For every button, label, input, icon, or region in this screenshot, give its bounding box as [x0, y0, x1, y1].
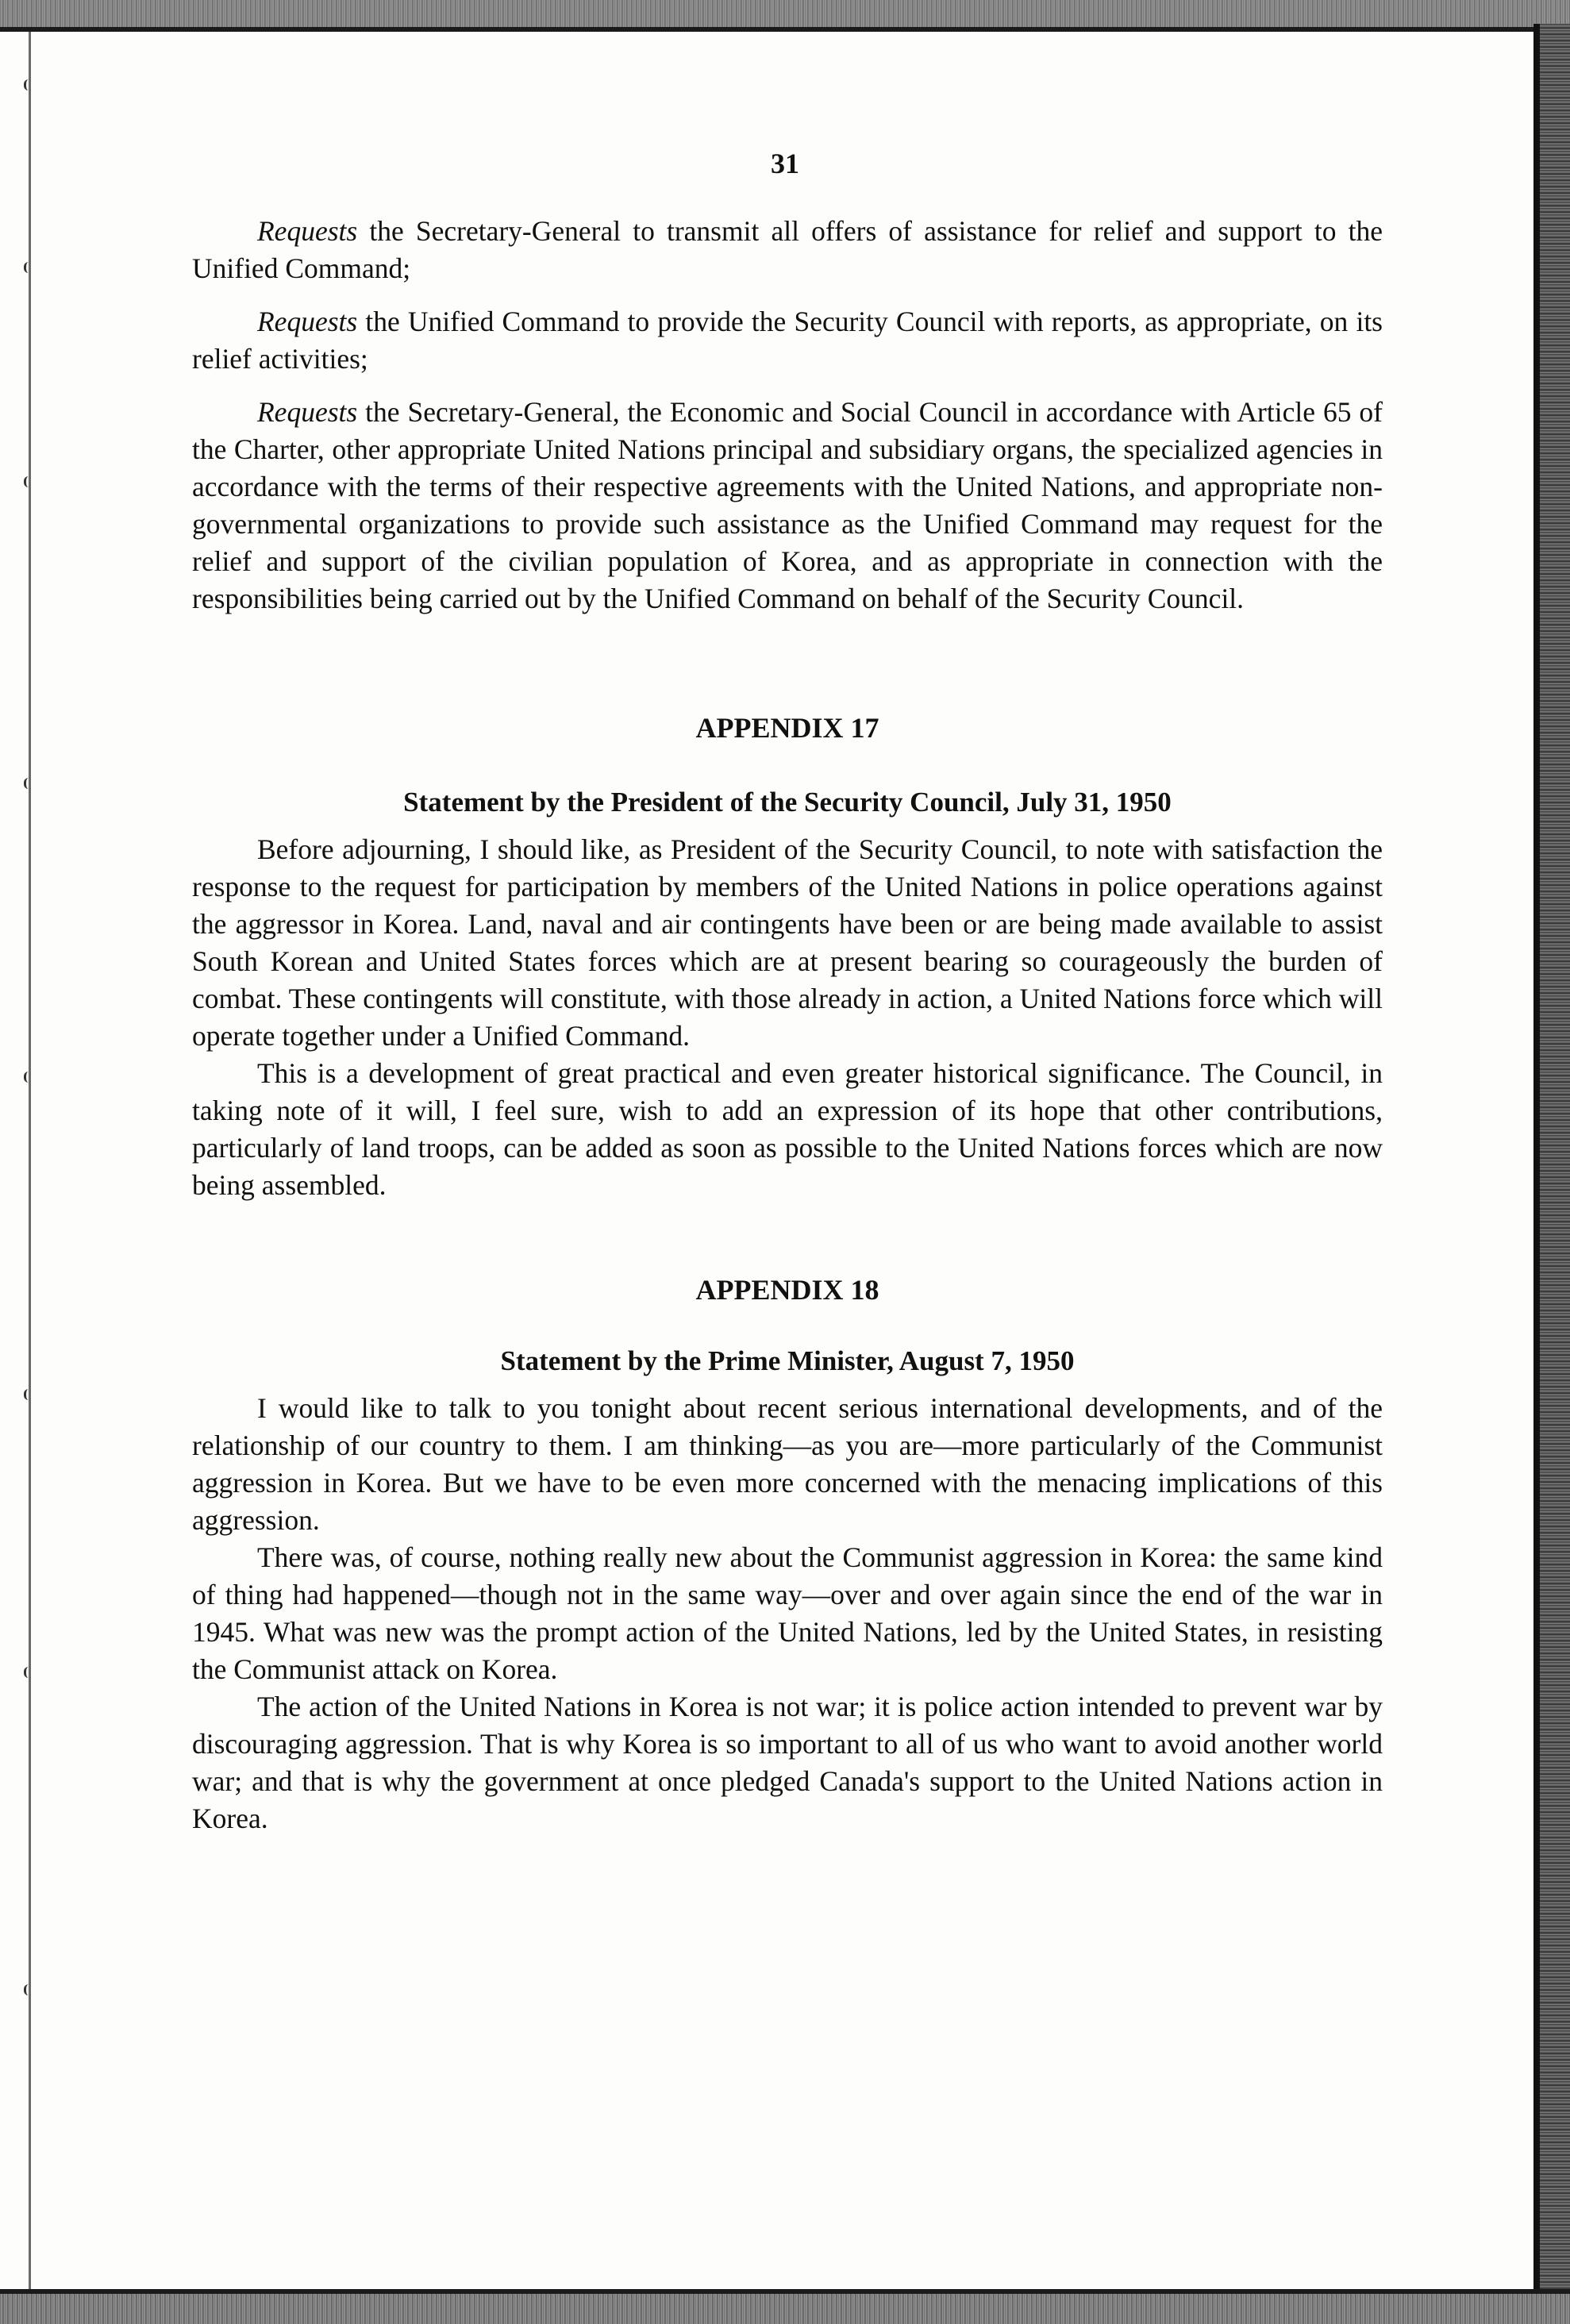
page-edge-bottom	[0, 2294, 1570, 2324]
resolution-paragraph	[192, 213, 1383, 287]
binding-mark	[24, 1389, 34, 1400]
appendix-17-paragraph: Before adjourning, I should like, as President of the Security Council, to note with satisfaction the response to the request for participation by members of the United Nations in police operations against the aggressor in Korea. Land, naval and air contingents have been or are being made available to assist South Korean and United States forces which are at present bearing so courageously the burden of combat. These contingents will constitute, with those already in action, a United Nations force which will operate together under a Unified Command.	[192, 833, 1383, 1052]
binding-mark	[24, 778, 34, 789]
paragraph-lead: Requests	[257, 396, 358, 428]
binding-mark	[24, 1072, 34, 1083]
section-spacer	[192, 1380, 1383, 1390]
binding-mark	[24, 1984, 34, 1995]
appendix-17-heading: APPENDIX 17	[695, 712, 879, 744]
paragraph-text: the Secretary-General to transmit all offers of assistance for relief and support to the Unified Command;	[192, 215, 1383, 284]
binding-mark	[24, 262, 34, 273]
section-spacer	[192, 821, 1383, 831]
page-border-top	[0, 27, 1570, 32]
paragraph-text: the Unified Command to provide the Security Council with reports, as appropriate, on its relief activities;	[192, 306, 1383, 375]
section-spacer	[192, 747, 1383, 783]
appendix-18-paragraph: The action of the United Nations in Korea is not war; it is police action intended to prevent war by discouraging aggression. That is why Korea is so important to all of us who want to avoid another world war; and that is why the government at once pledged Canada's support to the United Nations action in Korea.	[192, 1691, 1383, 1834]
resolution-paragraph	[192, 303, 1383, 378]
page-edge-right	[1540, 24, 1570, 2294]
page-edge-top	[0, 0, 1570, 27]
paragraph-text: the Secretary-General, the Economic and Social Council in accordance with Article 65 of the Charter, other appropriate United Nations principal and subsidiary organs, the specialized agencies in accordance with the terms of their respective agreements with the United Nations, and appropriate non-governmental organizations to provide such assistance as the Unified Command may request for the relief and support of the civilian population of Korea, and as appropriate in connection with the responsibilities being carried out by the Unified Command on behalf of the Security Council.	[192, 396, 1383, 614]
document-body	[192, 213, 1383, 1837]
appendix-18-statement-title: Statement by the Prime Minister, August 7, 1950	[500, 1345, 1075, 1376]
binding-mark	[24, 79, 34, 90]
appendix-18-paragraph: I would like to talk to you tonight about recent serious international developments, and of the relationship of our country to them. I am thinking—as you are—more particularly of the Communist aggression in Korea. But we have to be even more concerned with the menacing implications of this aggression.	[192, 1392, 1383, 1536]
section-spacer	[192, 1309, 1383, 1342]
binding-mark	[24, 476, 34, 487]
page-border-right	[1533, 24, 1540, 2294]
section-spacer	[192, 1204, 1383, 1271]
paragraph-lead: Requests	[257, 306, 358, 337]
appendix-17-statement-title: Statement by the President of the Security Council, July 31, 1950	[403, 787, 1172, 818]
section-spacer	[192, 618, 1383, 709]
page-number: 31	[771, 148, 799, 179]
binding-mark	[24, 1667, 34, 1678]
appendix-18-paragraph: There was, of course, nothing really new about the Communist aggression in Korea: the same kind of thing had happened—though not in the same way—over and over again since the end of the war in 1945. What was new was the prompt action of the United Nations, led by the United States, in resisting the Communist attack on Korea.	[192, 1541, 1383, 1685]
page-edge-left	[29, 32, 31, 2291]
appendix-18-heading: APPENDIX 18	[695, 1274, 879, 1306]
resolution-paragraph	[192, 394, 1383, 618]
paragraph-lead: Requests	[257, 215, 358, 247]
appendix-17-paragraph: This is a development of great practical and even greater historical significance. The Council, in taking note of it will, I feel sure, wish to add an expression of its hope that other contributions, particularly of land troops, can be added as soon as possible to the United Nations forces which are now being assembled.	[192, 1057, 1383, 1201]
